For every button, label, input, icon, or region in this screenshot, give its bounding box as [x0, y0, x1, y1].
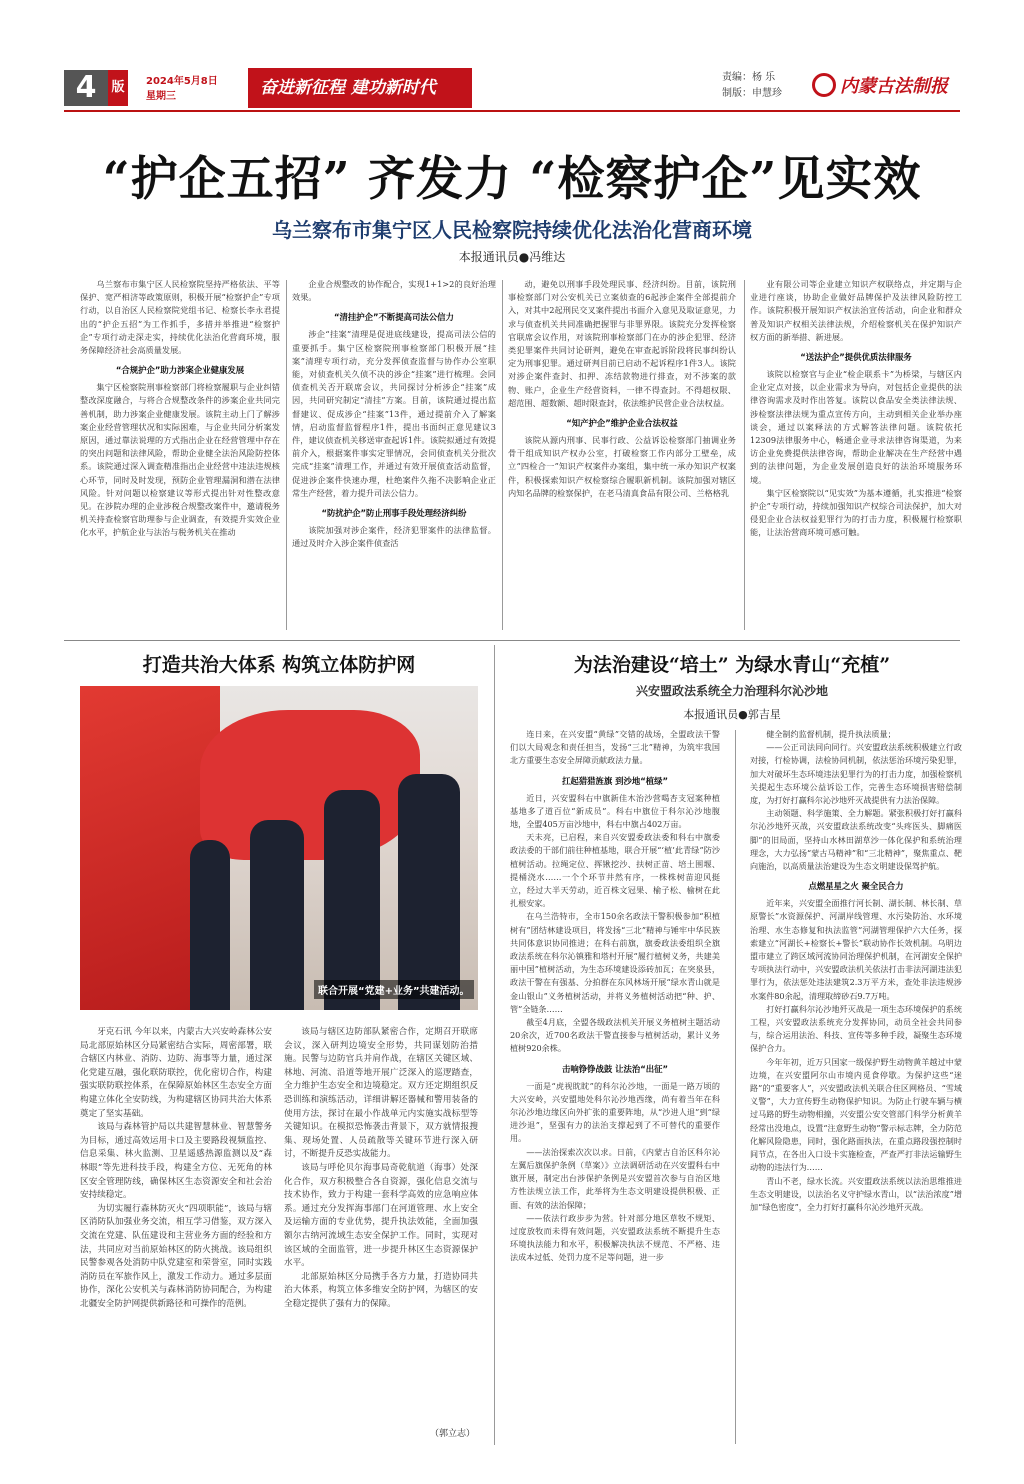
paragraph: 近年来，兴安盟全面推行河长制、湖长制、林长制、草原警长”水资源保护、河湖岸线管理、水污染防治、水环境治理、水生态修复和执法监管”河湖管理保护六大任务，探索建立“河湖长+检察长+警长”联动协作长效机制。乌明边盟市建立了跨区域河流协同治理保护机制，在河湖安全保护专项执法行动中，兴安盟政法机关依法打击非法河湖违法犯罪行为，依法惩处违法建筑2.3万平方米，查处非法违规涉水案件80余起，清理取缔砂石9.7万吨。	[750, 898, 962, 1001]
section-divider-vertical	[494, 645, 495, 1445]
main-column-4	[750, 278, 962, 630]
section-heading: 击响铮铮战鼓 让法治“出征”	[561, 1063, 669, 1074]
map-display	[200, 710, 420, 860]
paragraph: 集宁区检察院刑事检察部门将检察履职与企业纠错整改深度融合，与将合合规整改条件的涉案企业共同完善机制，助力涉案企业健康发展。该院主动上门了解涉案企业经营管理状况和实际困难，与企业共同分析案发原因，通过靠法说理的方式指出企业在经营管理中存在的突出问题和法律风险，帮助企业健全法治风险防控体系。该院通过深入调查精准指出企业经营中违法违规核心环节，同时及时发现，预防企业管理漏洞和潜在法律风险。针对问题以检察建议等形式提出针对性整改意见。在涉院办理的企业涉税合规整改案件中，邀请税务机关持查检察官助理参与企业调查，有效提升实效企业化水平，护航企业与法治与税务机关在推动	[80, 382, 280, 538]
editor-info	[722, 70, 782, 102]
paragraph: 为切实履行森林防灭火“四项职能”，该局与辖区消防队加强业务交流，相互学习借鉴，双方深入交流在党建、队伍建设和主营业务方面的经验和方法，共同应对当前原始林区的防火挑战。该局组织民警参观各处消防中队党建室和荣誉室，同时实践消防员在军旅作风上，激发工作动力。通过多层面协作，深化公安机关与森林消防协同配合，为构建北疆安全防护网提供新路径和可操作的范例。	[80, 1203, 272, 1309]
paragraph: 业有限公司等企业建立知识产权联络点，并定期与企业进行座谈，协助企业做好品牌保护及法律风险防控工作。该院积极开展知识产权法治宣传活动，向企业和群众普及知识产权相关法律法规，介绍检察机关在保护知识产权方面的新举措、新进展。	[750, 279, 962, 342]
main-column-3	[508, 278, 736, 630]
right-section-title: 为法治建设“培土” 为绿水青山“充植”	[573, 654, 891, 676]
subheadline: 乌兰察布市集宁区人民检察院持续优化法治化营商环境	[272, 218, 752, 242]
section-divider	[64, 640, 960, 641]
photo-caption: 联合开展“党建+业务”共建活动。	[314, 980, 474, 999]
paragraph: 该局与呼伦贝尔海事局奇乾航道（海事）处深化合作，双方积极整合各自资源，强化信息交流与技术协作，致力于构建一套科学高效的应急响应体系。通过充分发挥海事部门在河道管理、水上安全及运输方面的专业优势，提升执法效能，全面加强额尔古纳河流域生态安全保护工作。同时，实现对该区域的全面监管，进一步提升林区生态资源保护水平。	[284, 1162, 478, 1269]
paragraph: 该院以检察官与企业“检企联系卡”为桥梁，与辖区内企业定点对接，以企业需求为导向，对包括企业提供的法律咨询需求及时作出答复。该院以食品安全类法律法规、涉检察法律法规为重点宣传方向，主动到相关企业举办座谈会，通过以案释法的方式解答法律问题。该院依托12309法律服务中心，畅通企业寻求法律咨询渠道，为来访企业免费提供法律咨询，帮助企业解决在生产经营中遇到的法律问题，为企业发展创造良好的法治环境服务环境。	[750, 369, 962, 485]
paragraph: 乌兰察布市集宁区人民检察院坚持严格依法、平等保护、宽严相济等政策原则，积极开展“检察护企”专项行动，以自治区人民检察院党组书记、检察长李永君提出的“护企五招”为工作抓手，多措并举推进“检察护企”专项行动走深走实，持续优化法治化营商环境，服务保障经济社会高质量发展。	[80, 279, 280, 356]
paragraph: ——公正司法同向同行。兴安盟政法系统积极建立行政对接，行检协调，法检协同机制，依法惩治环境污染犯罪，加大对破坏生态环境违法犯罪行为的打击力度，加强检察机关提起生态环境公益诉讼工作，完善生态环境损害赔偿制度，为打好打赢科尔沁沙地歼灭战提供有力法治保障。	[750, 742, 962, 806]
news-photo	[80, 686, 478, 1010]
page-unit: 版	[108, 70, 128, 106]
logo-emblem-icon	[812, 73, 836, 97]
left-column-2	[284, 1026, 478, 1424]
section-heading: “清挂护企”不断提高司法公信力	[334, 312, 454, 323]
paragraph: 主动领题、科学施策、全力解题。紧张积极打好打赢科尔沁沙地歼灭战，兴安盟政法系统改变“头疼医头、脚痛医脚”的旧局面，坚持山水林田湖草沙一体化保护和系统治理理念，大力弘扬“蒙古马精神”和“三北精神”，聚焦重点、靶向施治，以高质量法治建设为生态文明建设保驾护航。	[750, 808, 962, 872]
paragraph: ——法治探索次次以求。日前，《内蒙古自治区科尔沁左翼后旗保护条例（草案）》立法调研活动在兴安盟科右中旗开展，制定出台涉保护条例是兴安盟首次参与自治区地方性法规立法工作，此举将为生态文明建设提供积极、正面、有效的法治保障；	[510, 1146, 720, 1210]
section-heading: “防扰护企”防止刑事手段处理经济纠纷	[321, 508, 467, 519]
article-author: （郭立志）	[430, 1429, 476, 1439]
paragraph: 天未亮，已启程，来自兴安盟委政法委和科右中旗委政法委的干部们前往种植基地，联合开展“‘植’此青绿”防沙植树活动。拉绳定位、挥锹挖沙、扶树正苗、培土围堰、提桶浇水……一个个环节井然有序，一株株树苗迎风挺立，经过大半天劳动，近百株文冠果、榆子松、榆树在此扎根安家。	[510, 832, 720, 909]
byline: 本报通讯员●冯维达	[458, 250, 566, 264]
page-header	[64, 64, 960, 112]
paragraph: 在乌兰浩特市，全市150余名政法干警积极参加“积植树有”团结林建设项目，将发扬“三北”精神与锤牢中华民族共同体意识协同推进；在科右前旗，旗委政法委组织全旗政法系统在科尔沁镇雅和塔村开展“履行植树义务，共建美丽中国”植树活动，为生态环境建设添砖加瓦；在突泉县，政法干警在有强基、分拍群在东风林场开展“绿水青山就是金山银山”义务植树活动，并将义务植树活动把“种、护、管”全链条……	[510, 911, 720, 1014]
paragraph: 该院从源内刑事、民事行政、公益诉讼检察部门抽调业务骨干组成知识产权办公室，打破检察工作内部分工壁垒，成立“四检合一”知识产权案件办案组，集中统一承办知识产权案件，积极探索知识产权检察综合履职新机制。该院加强对辖区内知名品牌的检察保护，在老马清真食品有限公司、兰格格乳	[508, 435, 736, 498]
officer-figure	[398, 774, 460, 1010]
paragraph: 一面是“虎视眈眈”的科尔沁沙地，一面是一路万顷的大兴安岭，兴安盟地处科尔沁沙地西缘，尚有着当年在科尔沁沙地边缘区向外扩张的重要阵地，从“沙进人退”到“绿进沙退”，坚强有力的法治支撑起到了不可替代的重要作用。	[510, 1080, 720, 1144]
section-heading: 点燃星星之火 聚全民合力	[808, 881, 904, 892]
right-column-2	[750, 728, 962, 1446]
paragraph: 动，避免以刑事手段处理民事、经济纠纷。目前，该院刑事检察部门对公安机关已立案侦查的6起涉企案件全部提前介入，对其中2起刑民交叉案件提出书面介入意见及取证意见，力求与侦查机关共同准确把握罪与非罪界限。该院充分发挥检察官联席会议作用，对该院刑事检察部门在办的涉企犯罪、经济类犯罪案件共同讨论研判，避免在审查起诉阶段将民事纠纷认定为刑事犯罪。通过研判目前已启动不起诉程序1件3人。该院对涉企案件查封、扣押、冻结款物进行排查，对不涉案的款物、账户，企业生产经营资料，一律不得查封。不得超权限、超范围、超数额、超时限查封，依法维护民营企业合法权益。	[508, 279, 736, 408]
weekday-text: 星期三	[146, 91, 176, 102]
slogan-banner: 奋进新征程 建功新时代	[248, 68, 472, 108]
paragraph: 北部原始林区分局携手各方力量，打造协同共治大体系，构筑立体多维安全防护网，为辖区的安全稳定提供了强有力的保障。	[284, 1271, 478, 1309]
officer-figure	[250, 820, 304, 1010]
officer-figure	[190, 840, 230, 1010]
date-text: 2024年5月8日	[146, 76, 218, 87]
paragraph: 今年年初，近万只国家一级保护野生动物黄羊越过中蒙边境，在兴安盟阿尔山市境内觅食停歇。为保护这些“迷路”的“重要客人”，兴安盟政法机关联合住区网格员、“雪域义警”，大力宣传野生动物保护知识。为防止行驶车辆与横过马路的野生动物相撞，兴安盟公安交管部门科学分析黄羊经常出没地点，设置“注意野生动物”警示标志牌，全力防范化解风险隐患，同时，强化路面执法，在重点路段强控制时间节点，在各出入口设卡实施检查，严查严打非法运输野生动物的违法行为……	[750, 1056, 962, 1173]
section-heading: “知产护企”维护企业合法权益	[566, 418, 678, 429]
paragraph: ——依法行政步步为营。针对部分地区草牧不规矩、过度放牧而未得有效问题，兴安盟政法系统不断提升生态环境执法能力和水平，积极解决执法不规范、不严格、违法成本过低、处罚力度不足等问题，进一步	[510, 1212, 720, 1263]
layout-editor: 制版：申慧珍	[722, 88, 782, 99]
column-divider	[286, 280, 287, 630]
paragraph: 该局与森林管护局以共建智慧林业、智慧警务为目标，通过高效运用卡口及主要路段视频监控、信息采集、林火监测、卫星遥感热源监测以及“森林眼”等先进科技手段，构建全方位、无死角的林区安全管理防线，确保林区生态资源安全和社会治安持续稳定。	[80, 1122, 272, 1201]
paragraph: 连日来，在兴安盟“黄绿”交错的战场，全盟政法干警们以大局观念和责任担当，发扬“三北”精神，为筑牢我国北方重要生态安全屏障贡献政法力量。	[510, 729, 720, 766]
right-section-subtitle: 兴安盟政法系统全力治理科尔沁沙地	[635, 684, 828, 698]
paragraph: 打好打赢科尔沁沙地歼灭战是一项生态环境保护的系统工程，兴安盟政法系统充分发挥协同，动员全社会共同参与，综合运用法治、科技、宣传等多种手段，凝聚生态环境保护合力。	[750, 1003, 962, 1054]
paragraph: 该局与辖区边防部队紧密合作，定期召开联席会议，深入研判边境安全形势，共同谋划防治措施。民警与边防官兵并肩作战，在辖区关键区域、林地、河流、沿道等地开展广泛深入的巡逻踏查，全力维护生态安全和边境稳定。双方还定期组织反恐训练和演练活动，详细讲解还器械和警用装备的使用方法，探讨在最小作战单元内实施实战标型等关键知识。在模拟恐怖袭击背景下，双方就情报搜集、现场处置、人员疏散等关键环节进行深入研讨，不断提升反恐实战能力。	[284, 1027, 478, 1160]
paragraph: 该院加强对涉企案件，经济犯罪案件的法律监督。通过及时介入涉企案件侦查活	[292, 525, 496, 549]
column-divider	[735, 730, 736, 1444]
issue-date	[146, 74, 218, 104]
column-divider	[744, 280, 745, 630]
officer-figure	[324, 790, 380, 1010]
paragraph: 近日，兴安盟科右中旗新佳木治沙营喝杏支冠案种植基地多了道百位“新成员”。科右中旗位于科尔沁沙地腹地，全盟405万亩沙地中，科右中旗占402万亩。	[510, 792, 720, 830]
right-column-1	[510, 728, 720, 1446]
main-column-2	[292, 278, 496, 630]
editor: 责编：杨 乐	[722, 72, 776, 83]
paragraph: 集宁区检察院以“见实效”为基本遵循，扎实推进“检察护企”专项行动，持续加强知识产权综合司法保护，加大对侵犯企业合法权益犯罪行为的打击力度，积极履行检察职能，让法治营商环境可感可触。	[750, 487, 962, 538]
left-column-1	[80, 1026, 272, 1436]
paragraph: 牙克石讯 今年以来，内蒙古大兴安岭森林公安局北部原始林区分局紧密结合实际，周密部署，联合辖区内林业、消防、边防、海事等力量，通过深化党建互融，强化联防联控，优化密切合作，构建强实联防联控体系，在保障原始林区生态安全方面构建立体化全安防线，为构建辖区协同共治大体系奠定了坚实基础。	[80, 1027, 272, 1119]
newspaper-logo	[812, 72, 948, 98]
paragraph: 青山不老，绿水长流。兴安盟政法系统以法治思维推进生态文明建设，以法治名义守护绿水青山，以“法治浓度”增加“绿色密度”，全力打好打赢科尔沁沙地歼灭战。	[750, 1175, 962, 1212]
paragraph: 截至4月底，全盟各级政法机关开展义务植树主题活动20余次，近700名政法干警直接参与植树活动，累计义务植树920余株。	[510, 1017, 720, 1054]
left-section-title: 打造共治大体系 构筑立体防护网	[142, 654, 416, 676]
paragraph: 健全制约监督机制，提升执法质量；	[766, 729, 896, 739]
page-number: 4	[64, 70, 108, 106]
headline: “护企五招” 齐发力 “检察护企”见实效	[102, 152, 922, 207]
section-heading: “送法护企”提供优质法律服务	[800, 352, 912, 363]
column-divider	[502, 280, 503, 630]
section-heading: 扛起猎猎旌旗 到沙地“植绿”	[561, 775, 669, 786]
main-column-1	[80, 278, 280, 630]
paper-name: 内蒙古法制报	[840, 76, 948, 97]
right-section-byline: 本报通讯员●郭吉星	[683, 708, 781, 721]
paragraph: 企业合规整改的协作配合，实现1+1>2的良好治理效果。	[292, 279, 496, 303]
paragraph: 涉企“挂案”清理是促进底线建设，提高司法公信的重要抓手。集宁区检察院刑事检察部门积极开展“挂案”清理专项行动，充分发挥侦查监督与协作办公室职能，对侦查机关久侦不决的涉企“挂案”进行梳理。会同侦查机关否开联席会议，共同探讨分析涉企“挂案”成因，共同研究制定“清挂”方案。目前，该院通过提出监督建议、促成涉企“挂案”13件，通过提前介入了解案情，启动监督监督程序1件，提出书面纠正意见建议3件，建议侦查机关移送审查起诉1件。该院拟通过有效提前介入，根据案件事实定罪情况，会同侦查机关分批次完成“挂案”清理工作，并通过有效开展侦查活动监督，促进涉企案件快速办理，杜绝案件久拖不决影响企业正常生产经营，着力提升司法公信力。	[292, 329, 496, 498]
section-heading: “合规护企”助力涉案企业健康发展	[115, 365, 245, 376]
